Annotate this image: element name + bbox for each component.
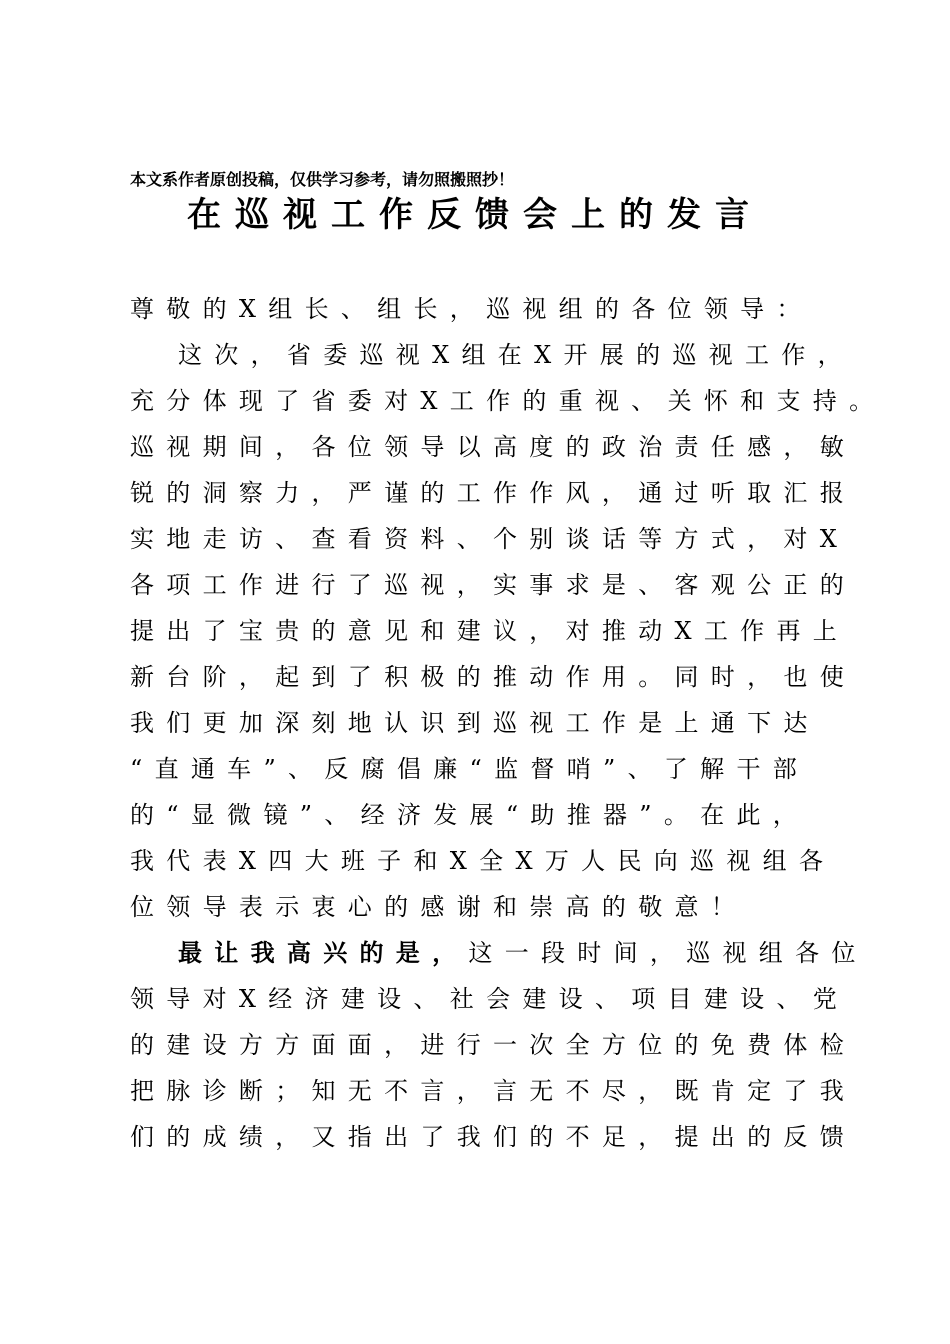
paragraph-line: 提出了宝贵的意见和建议，对推动X工作再上 <box>130 617 850 645</box>
paragraph-line: 充分体现了省委对X工作的重视、关怀和支持。 <box>130 387 886 415</box>
paragraph-line: 巡视期间，各位领导以高度的政治责任感，敏 <box>130 433 856 461</box>
paragraph-line: “直通车”、反腐倡廉“监督哨”、了解干部 <box>130 755 810 783</box>
salutation: 尊敬的X组长、组长，巡视组的各位领导： <box>130 295 813 323</box>
page-title: 在巡视工作反馈会上的发言 <box>187 195 763 235</box>
paragraph-lead-emphasis: 最让我高兴的是， <box>178 938 469 967</box>
paragraph-line: 的建设方方面面，进行一次全方位的免费体检 <box>130 1031 856 1059</box>
paragraph-line: 的“显微镜”、经济发展“助推器”。在此， <box>130 801 810 829</box>
paragraph-line: 位领导表示衷心的感谢和崇高的敬意！ <box>130 893 748 921</box>
paragraph-text: 这一段时间，巡视组各位 <box>468 939 868 967</box>
paragraph-line: 各项工作进行了巡视，实事求是、客观公正的 <box>130 571 856 599</box>
paragraph-line: 领导对X经济建设、社会建设、项目建设、党 <box>130 985 850 1013</box>
paragraph-line: 把脉诊断；知无不言，言无不尽，既肯定了我 <box>130 1077 856 1105</box>
paragraph-line: 我们更加深刻地认识到巡视工作是上通下达 <box>130 709 820 737</box>
paragraph-line: 这次，省委巡视X组在X开展的巡视工作， <box>178 341 854 369</box>
paragraph-line: 新台阶，起到了积极的推动作用。同时，也使 <box>130 663 856 691</box>
paragraph-line <box>178 938 868 968</box>
paragraph-line: 我代表X四大班子和X全X万人民向巡视组各 <box>130 847 836 875</box>
paragraph-line: 实地走访、查看资料、个别谈话等方式，对X <box>130 525 850 553</box>
disclaimer-note: 本文系作者原创投稿，仅供学习参考，请勿照搬照抄！ <box>130 170 515 189</box>
paragraph-line: 们的成绩，又指出了我们的不足，提出的反馈 <box>130 1123 856 1151</box>
paragraph-line: 锐的洞察力，严谨的工作作风，通过听取汇报 <box>130 479 856 507</box>
